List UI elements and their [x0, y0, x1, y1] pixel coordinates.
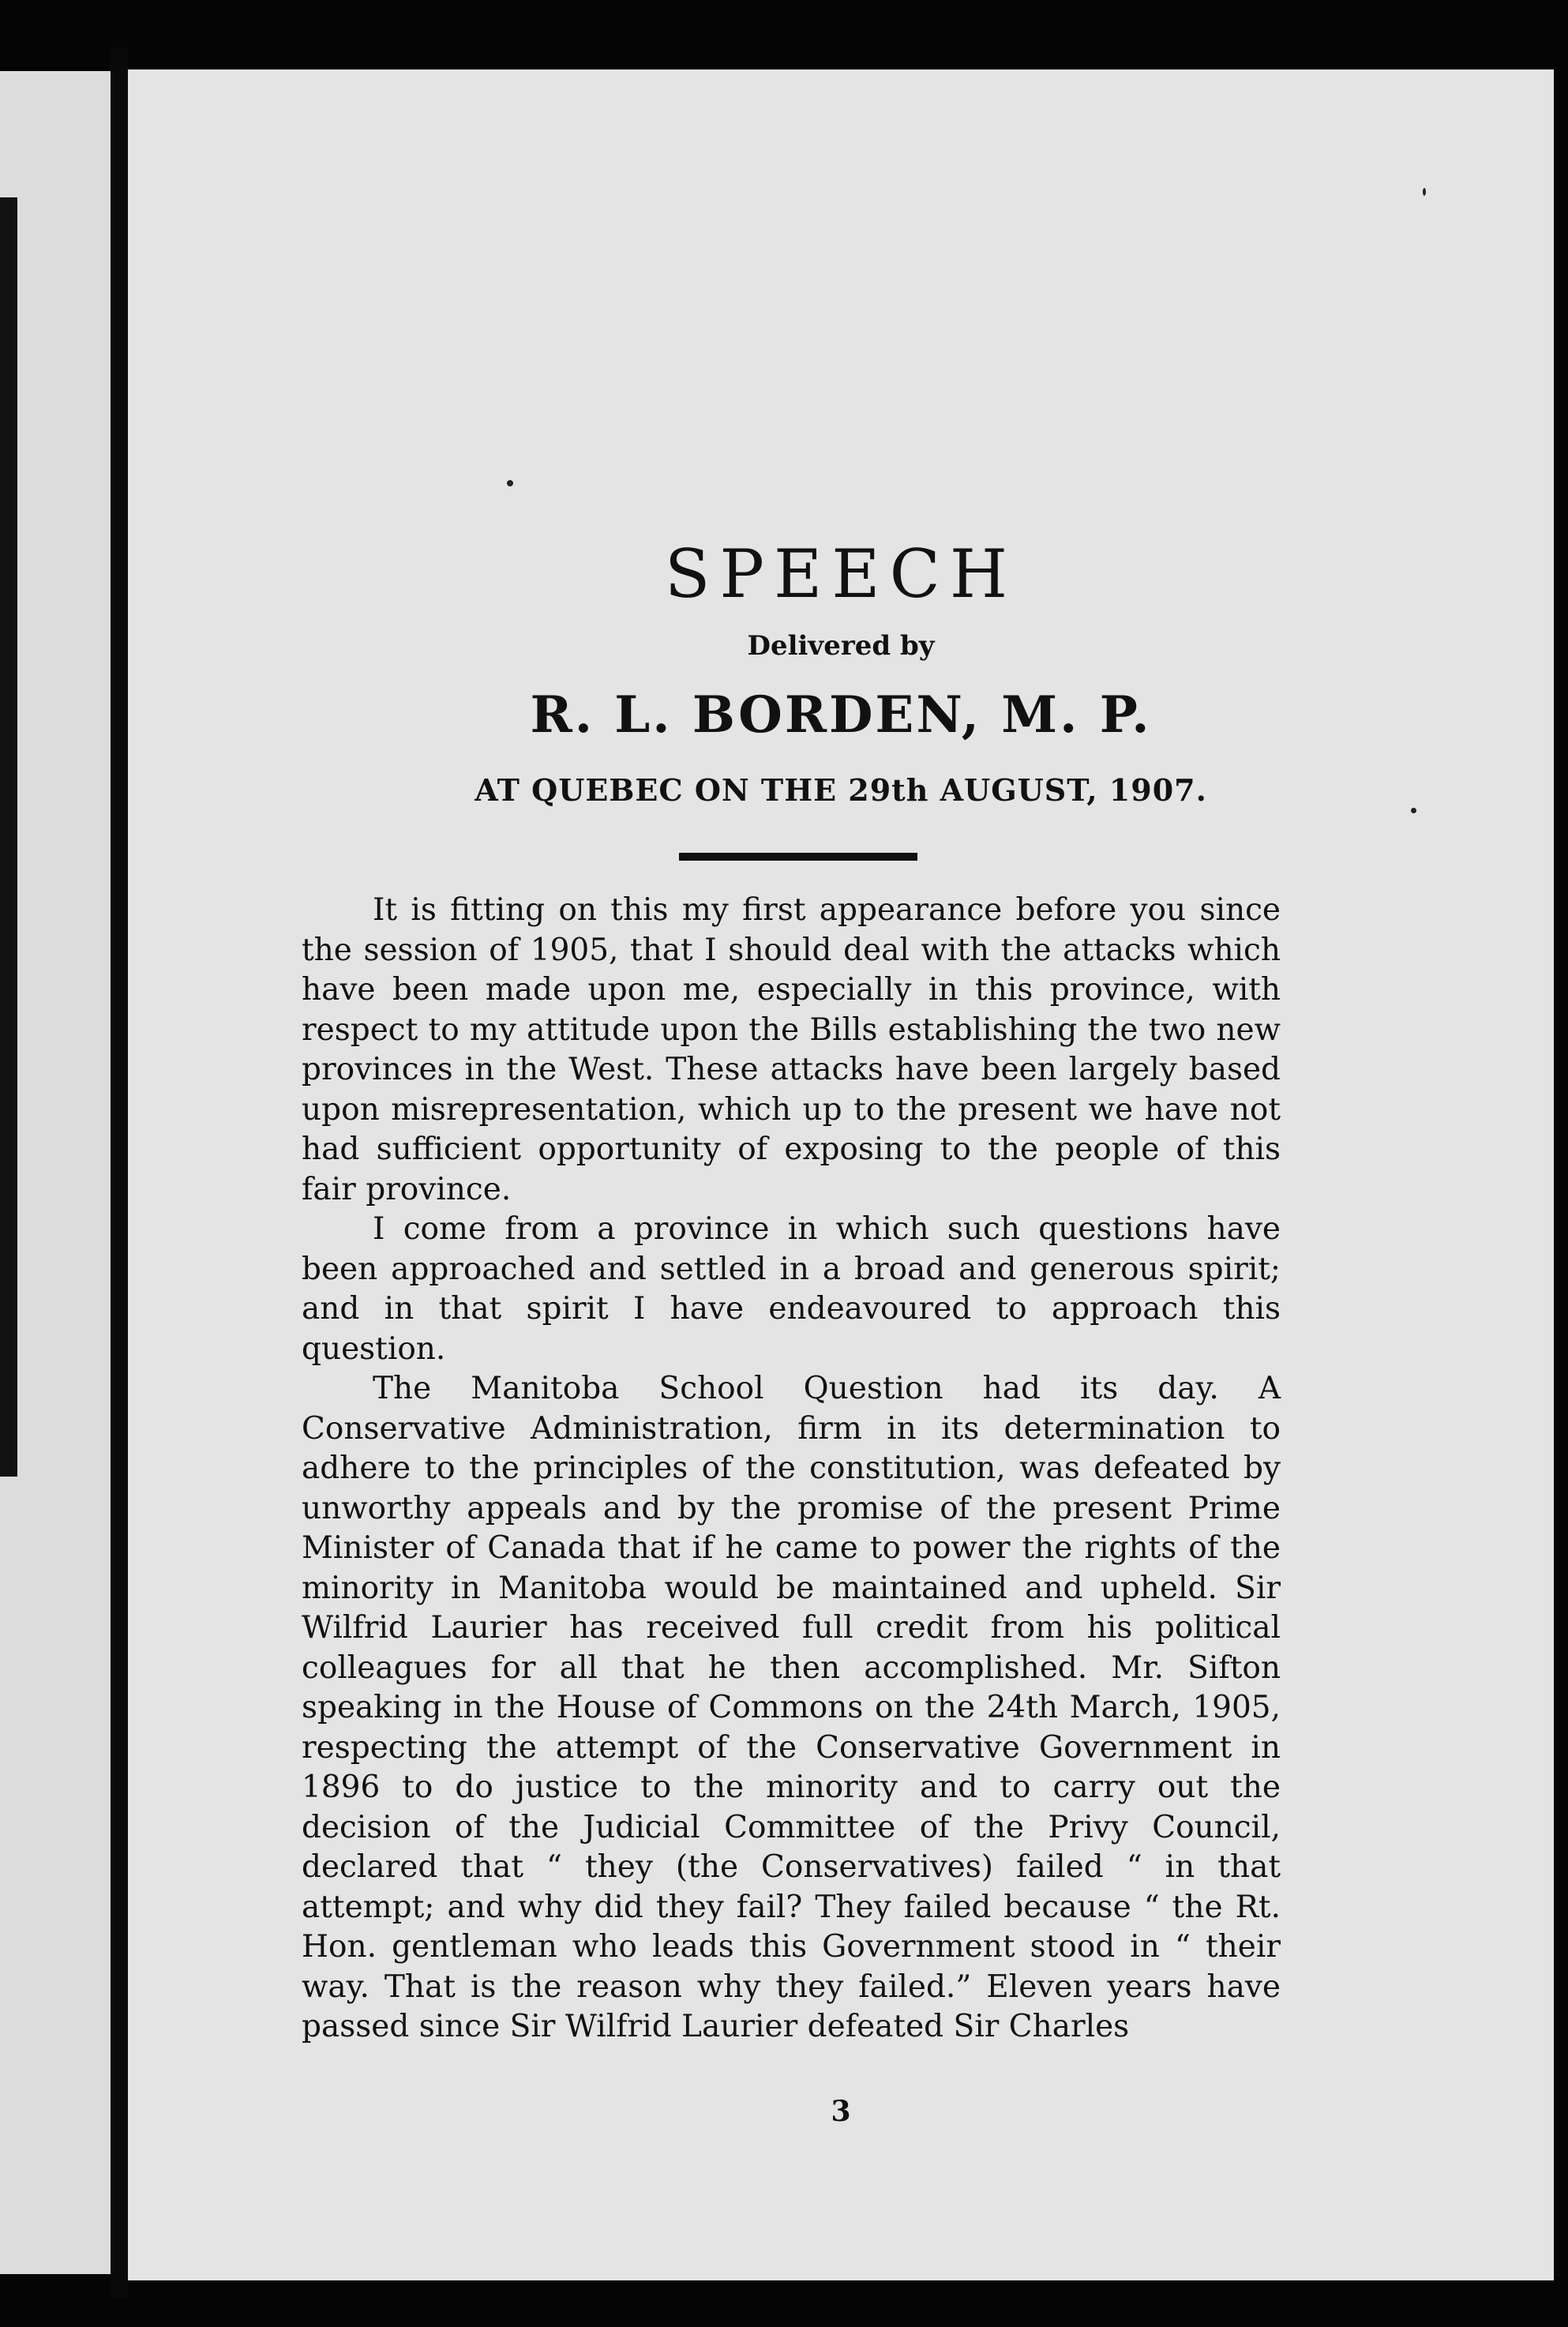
body-paragraph: I come from a province in which such questions have been approached and settled in a broad and generous spirit; and in that spirit I have endeavoured to approach this question.	[302, 1211, 1281, 1367]
body-paragraph: It is fitting on this my first appearance before you since the session of 1905, that I should deal with the attacks which have been made upon me, especially in this province, with respect to my attitude upon the Bills establishing the two new provinces in the West. These attacks have been largely based upon misrepresentation, which up to the present we have not had sufficient opportunity of exposing to the people of this fair province.	[302, 892, 1281, 1207]
scan-speck	[1423, 188, 1426, 196]
speaker-name: R. L. BORDEN, M. P.	[530, 685, 1152, 745]
document-page	[128, 69, 1554, 2280]
speech-body	[302, 891, 1281, 2047]
page-gutter	[111, 47, 128, 2298]
document-title: SPEECH	[664, 535, 1018, 613]
venue-date-line: AT QUEBEC ON THE 29th AUGUST, 1907.	[475, 772, 1207, 808]
body-paragraph: The Manitoba School Question had its day. A Conservative Administration, firm in its determination to adhere to the principles of the constitution, was defeated by unworthy appeals and by the promise of the present Prime Minister of Canada that if he came to power the rights of the minority in Manitoba would be maintained and upheld. Sir Wilfrid Laurier has received full credit from his political colleagues for all that he then accomplished. Mr. Sifton speaking in the House of Commons on the 24th March, 1905, respecting the attempt of the Conservative Government in 1896 to do justice to the minority and to carry out the decision of the Judicial Committee of the Privy Council, declared that “ they (the Conservatives) failed “ in that attempt; and why did they fail? They failed because “ the Rt. Hon. gentleman who leads this Government stood in “ their way. That is the reason why they failed.” Eleven years have passed since Sir Wilfrid Laurier defeated Sir Charles	[302, 1371, 1281, 2044]
page-number: 3	[831, 2095, 851, 2128]
delivered-by-line: Delivered by	[747, 630, 935, 662]
scan-speck	[1411, 808, 1416, 813]
title-divider-rule	[679, 853, 917, 861]
previous-page-shadow	[0, 197, 17, 1477]
scan-speck	[507, 480, 513, 486]
